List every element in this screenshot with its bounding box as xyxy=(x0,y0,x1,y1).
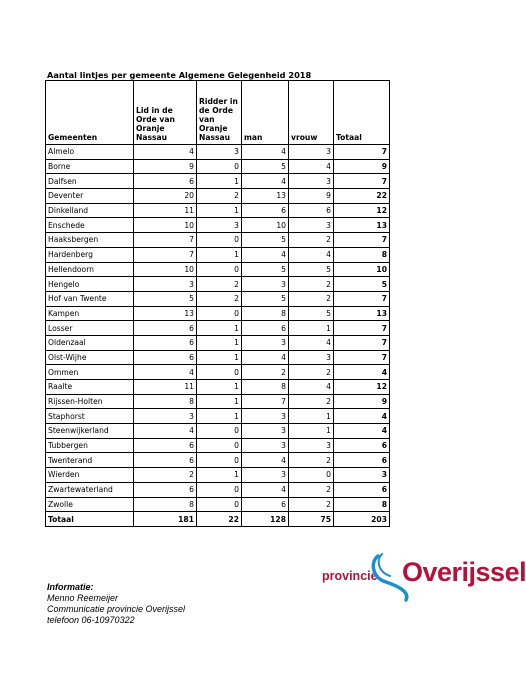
cell-totaal: 9 xyxy=(334,159,390,174)
cell-totaal: 12 xyxy=(334,203,390,218)
table-row xyxy=(46,306,390,321)
table-row xyxy=(46,277,390,292)
cell-vrouw: 3 xyxy=(289,438,334,453)
cell-ridder: 1 xyxy=(197,174,242,189)
cell-name: Olst-Wijhe xyxy=(46,350,134,365)
cell-vrouw: 3 xyxy=(289,218,334,233)
cell-vrouw: 1 xyxy=(289,409,334,424)
table-row xyxy=(46,497,390,512)
cell-lid: 11 xyxy=(134,203,197,218)
cell-totaal: 6 xyxy=(334,438,390,453)
cell-lid: 8 xyxy=(134,497,197,512)
document-title: Aantal lintjes per gemeente Algemene Gelegenheid 2018 xyxy=(47,70,312,80)
col-lid: Lid in de Orde van Oranje Nassau xyxy=(134,81,197,145)
cell-lid: 4 xyxy=(134,145,197,160)
cell-name: Hellendoorn xyxy=(46,262,134,277)
cell-name: Ommen xyxy=(46,365,134,380)
cell-name: Dalfsen xyxy=(46,174,134,189)
cell-ridder: 1 xyxy=(197,203,242,218)
table-row xyxy=(46,159,390,174)
cell-lid: 5 xyxy=(134,291,197,306)
cell-man: 3 xyxy=(242,438,289,453)
cell-ridder: 1 xyxy=(197,394,242,409)
cell-ridder: 1 xyxy=(197,321,242,336)
cell-vrouw: 4 xyxy=(289,335,334,350)
cell-ridder: 1 xyxy=(197,350,242,365)
cell-name: Raalte xyxy=(46,380,134,395)
cell-vrouw: 4 xyxy=(289,159,334,174)
cell-vrouw: 0 xyxy=(289,468,334,483)
cell-ridder: 0 xyxy=(197,262,242,277)
col-vrouw: vrouw xyxy=(289,81,334,145)
cell-totaal: 13 xyxy=(334,306,390,321)
cell-lid: 10 xyxy=(134,262,197,277)
cell-totaal: 8 xyxy=(334,247,390,262)
table-row xyxy=(46,189,390,204)
lintjes-table xyxy=(45,80,390,527)
cell-vrouw: 3 xyxy=(289,174,334,189)
cell-man: 4 xyxy=(242,247,289,262)
cell-ridder: 0 xyxy=(197,497,242,512)
cell-totaal: 5 xyxy=(334,277,390,292)
cell-lid: 6 xyxy=(134,453,197,468)
table-row xyxy=(46,218,390,233)
table-row xyxy=(46,145,390,160)
cell-totaal: 203 xyxy=(334,512,390,527)
cell-man: 6 xyxy=(242,321,289,336)
cell-man: 3 xyxy=(242,409,289,424)
logo-overijssel-text: Overijssel xyxy=(402,557,526,587)
cell-totaal: 12 xyxy=(334,380,390,395)
cell-ridder: 0 xyxy=(197,424,242,439)
cell-totaal: 4 xyxy=(334,365,390,380)
cell-vrouw: 1 xyxy=(289,321,334,336)
cell-vrouw: 4 xyxy=(289,247,334,262)
cell-name: Haaksbergen xyxy=(46,233,134,248)
cell-vrouw: 1 xyxy=(289,424,334,439)
cell-lid: 2 xyxy=(134,468,197,483)
cell-name: Twenterand xyxy=(46,453,134,468)
table-row xyxy=(46,335,390,350)
cell-ridder: 0 xyxy=(197,159,242,174)
cell-ridder: 1 xyxy=(197,335,242,350)
cell-name: Steenwijkerland xyxy=(46,424,134,439)
table-row xyxy=(46,350,390,365)
table-body xyxy=(46,145,390,527)
cell-vrouw: 2 xyxy=(289,453,334,468)
table-row xyxy=(46,247,390,262)
contact-label: Informatie: xyxy=(47,582,94,592)
cell-ridder: 2 xyxy=(197,277,242,292)
table-row xyxy=(46,409,390,424)
cell-man: 4 xyxy=(242,145,289,160)
col-totaal: Totaal xyxy=(334,81,390,145)
col-man: man xyxy=(242,81,289,145)
contact-info xyxy=(47,582,185,626)
cell-ridder: 3 xyxy=(197,145,242,160)
col-gemeenten: Gemeenten xyxy=(46,81,134,145)
table-row xyxy=(46,365,390,380)
cell-man: 5 xyxy=(242,233,289,248)
table-row xyxy=(46,262,390,277)
cell-lid: 3 xyxy=(134,277,197,292)
cell-name: Staphorst xyxy=(46,409,134,424)
cell-lid: 9 xyxy=(134,159,197,174)
cell-vrouw: 9 xyxy=(289,189,334,204)
cell-totaal: 7 xyxy=(334,233,390,248)
cell-man: 13 xyxy=(242,189,289,204)
cell-totaal: 7 xyxy=(334,335,390,350)
cell-name: Zwolle xyxy=(46,497,134,512)
cell-vrouw: 2 xyxy=(289,497,334,512)
contact-department: Communicatie provincie Overijssel xyxy=(47,604,186,614)
table-row xyxy=(46,453,390,468)
cell-lid: 6 xyxy=(134,350,197,365)
cell-name: Deventer xyxy=(46,189,134,204)
cell-totaal: 3 xyxy=(334,468,390,483)
cell-ridder: 0 xyxy=(197,306,242,321)
cell-man: 5 xyxy=(242,262,289,277)
cell-name: Zwartewaterland xyxy=(46,482,134,497)
cell-vrouw: 2 xyxy=(289,482,334,497)
cell-man: 10 xyxy=(242,218,289,233)
cell-totaal: 6 xyxy=(334,482,390,497)
cell-name: Enschede xyxy=(46,218,134,233)
cell-name: Borne xyxy=(46,159,134,174)
cell-man: 3 xyxy=(242,424,289,439)
contact-phone: telefoon 06-10970322 xyxy=(47,615,135,625)
table-row xyxy=(46,468,390,483)
cell-totaal: 7 xyxy=(334,321,390,336)
cell-lid: 6 xyxy=(134,321,197,336)
cell-man: 8 xyxy=(242,306,289,321)
cell-ridder: 22 xyxy=(197,512,242,527)
cell-man: 7 xyxy=(242,394,289,409)
cell-vrouw: 6 xyxy=(289,203,334,218)
cell-name: Tubbergen xyxy=(46,438,134,453)
cell-vrouw: 5 xyxy=(289,262,334,277)
cell-lid: 20 xyxy=(134,189,197,204)
cell-lid: 13 xyxy=(134,306,197,321)
cell-name: Hengelo xyxy=(46,277,134,292)
cell-vrouw: 2 xyxy=(289,291,334,306)
cell-man: 4 xyxy=(242,174,289,189)
cell-man: 4 xyxy=(242,453,289,468)
cell-name: Dinkelland xyxy=(46,203,134,218)
cell-name: Wierden xyxy=(46,468,134,483)
table-row xyxy=(46,394,390,409)
cell-man: 128 xyxy=(242,512,289,527)
cell-totaal: 13 xyxy=(334,218,390,233)
table-row xyxy=(46,233,390,248)
cell-man: 3 xyxy=(242,277,289,292)
cell-name: Almelo xyxy=(46,145,134,160)
cell-man: 4 xyxy=(242,482,289,497)
total-row xyxy=(46,512,390,527)
table-row xyxy=(46,203,390,218)
cell-lid: 6 xyxy=(134,438,197,453)
cell-man: 5 xyxy=(242,159,289,174)
cell-vrouw: 4 xyxy=(289,380,334,395)
cell-lid: 3 xyxy=(134,409,197,424)
cell-lid: 10 xyxy=(134,218,197,233)
cell-man: 6 xyxy=(242,203,289,218)
cell-name: Kampen xyxy=(46,306,134,321)
cell-lid: 4 xyxy=(134,365,197,380)
cell-totaal: 7 xyxy=(334,145,390,160)
cell-totaal: 4 xyxy=(334,424,390,439)
cell-ridder: 3 xyxy=(197,218,242,233)
cell-lid: 11 xyxy=(134,380,197,395)
cell-ridder: 1 xyxy=(197,247,242,262)
cell-vrouw: 2 xyxy=(289,394,334,409)
table-row xyxy=(46,321,390,336)
cell-vrouw: 3 xyxy=(289,350,334,365)
cell-lid: 181 xyxy=(134,512,197,527)
cell-totaal: 7 xyxy=(334,350,390,365)
contact-name: Menno Reemeijer xyxy=(47,593,119,603)
cell-totaal: 8 xyxy=(334,497,390,512)
cell-man: 5 xyxy=(242,291,289,306)
cell-ridder: 2 xyxy=(197,189,242,204)
cell-man: 2 xyxy=(242,365,289,380)
cell-lid: 6 xyxy=(134,482,197,497)
table-row xyxy=(46,174,390,189)
cell-vrouw: 2 xyxy=(289,277,334,292)
cell-man: 3 xyxy=(242,468,289,483)
cell-ridder: 0 xyxy=(197,453,242,468)
cell-vrouw: 2 xyxy=(289,233,334,248)
cell-name: Hof van Twente xyxy=(46,291,134,306)
cell-lid: 6 xyxy=(134,335,197,350)
cell-man: 3 xyxy=(242,335,289,350)
cell-ridder: 0 xyxy=(197,365,242,380)
cell-lid: 8 xyxy=(134,394,197,409)
cell-lid: 6 xyxy=(134,174,197,189)
cell-ridder: 1 xyxy=(197,380,242,395)
cell-ridder: 1 xyxy=(197,409,242,424)
table-row xyxy=(46,424,390,439)
cell-name: Hardenberg xyxy=(46,247,134,262)
cell-ridder: 0 xyxy=(197,233,242,248)
cell-totaal: 7 xyxy=(334,291,390,306)
logo-provincie-text: provincie xyxy=(322,569,378,583)
table-row xyxy=(46,291,390,306)
cell-ridder: 0 xyxy=(197,438,242,453)
cell-totaal: 6 xyxy=(334,453,390,468)
cell-vrouw: 5 xyxy=(289,306,334,321)
cell-name: Rijssen-Holten xyxy=(46,394,134,409)
cell-vrouw: 3 xyxy=(289,145,334,160)
cell-ridder: 0 xyxy=(197,482,242,497)
cell-lid: 7 xyxy=(134,247,197,262)
table-row xyxy=(46,438,390,453)
col-ridder: Ridder in de Orde van Oranje Nassau xyxy=(197,81,242,145)
cell-lid: 7 xyxy=(134,233,197,248)
cell-man: 6 xyxy=(242,497,289,512)
cell-ridder: 1 xyxy=(197,468,242,483)
cell-totaal: 7 xyxy=(334,174,390,189)
cell-totaal: 9 xyxy=(334,394,390,409)
cell-totaal: 10 xyxy=(334,262,390,277)
cell-man: 4 xyxy=(242,350,289,365)
cell-vrouw: 75 xyxy=(289,512,334,527)
cell-vrouw: 2 xyxy=(289,365,334,380)
cell-man: 8 xyxy=(242,380,289,395)
table-row xyxy=(46,482,390,497)
provincie-overijssel-logo xyxy=(322,552,526,602)
cell-name: Totaal xyxy=(46,512,134,527)
cell-ridder: 2 xyxy=(197,291,242,306)
cell-totaal: 4 xyxy=(334,409,390,424)
header-row xyxy=(46,81,390,145)
cell-name: Oldenzaal xyxy=(46,335,134,350)
table-row xyxy=(46,380,390,395)
cell-totaal: 22 xyxy=(334,189,390,204)
cell-name: Losser xyxy=(46,321,134,336)
cell-lid: 4 xyxy=(134,424,197,439)
